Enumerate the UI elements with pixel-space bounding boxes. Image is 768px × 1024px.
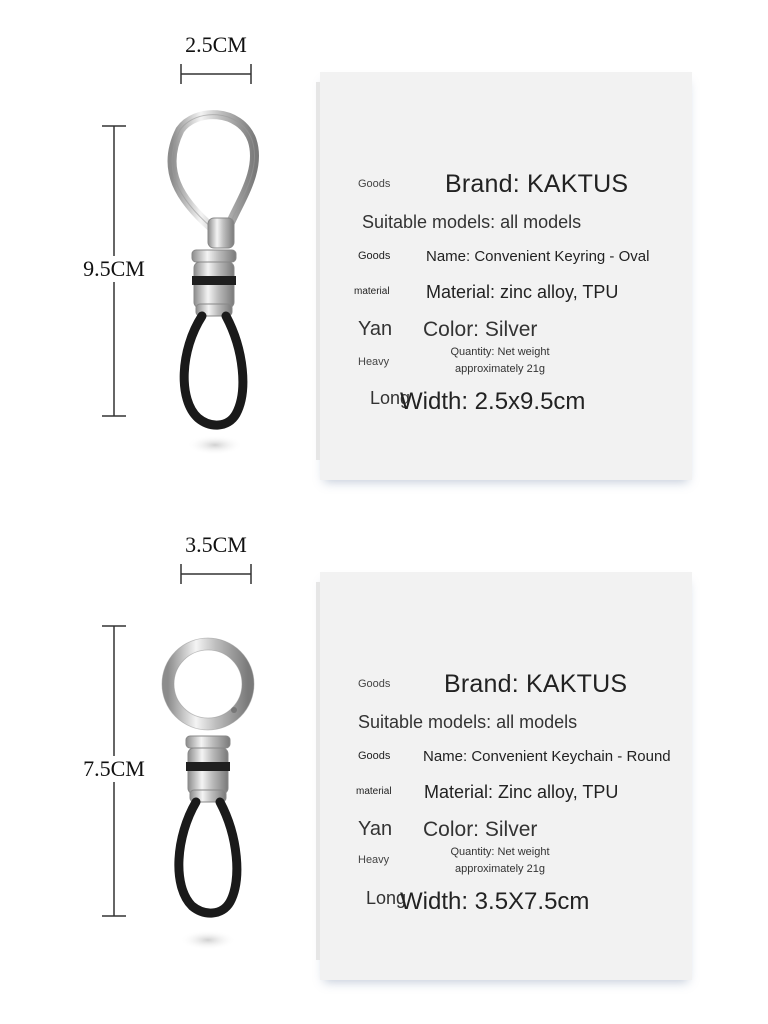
material-tag: material <box>356 786 392 797</box>
long-tag: Long <box>370 388 411 408</box>
material-text: Material: Zinc alloy, TPU <box>424 782 619 802</box>
heavy-tag: Heavy <box>358 356 390 368</box>
material-text: Material: zinc alloy, TPU <box>426 282 619 302</box>
spec-card <box>320 72 692 480</box>
width-dimension-line <box>180 64 252 84</box>
product-section-round <box>0 500 768 1000</box>
height-dimension-label: 7.5CM <box>72 756 156 782</box>
product-section-oval <box>0 0 768 500</box>
width-text: Width: 3.5X7.5cm <box>400 888 590 915</box>
color-text: Color: Silver <box>423 318 538 341</box>
width-dimension-label: 2.5CM <box>185 32 247 57</box>
material-tag: material <box>354 286 390 297</box>
suitable-models-text: Suitable models: all models <box>358 712 578 732</box>
suitable-models-text: Suitable models: all models <box>362 212 582 232</box>
long-tag: Long <box>366 888 407 908</box>
height-dimension-label: 9.5CM <box>72 256 156 282</box>
quantity-text: Quantity: Net weight approximately 21g <box>450 346 550 375</box>
quantity-text: Quantity: Net weight approximately 21g <box>450 846 550 875</box>
goods-tag: Goods <box>358 750 391 762</box>
product-name-text: Name: Convenient Keyring - Oval <box>426 248 650 265</box>
yan-tag: Yan <box>358 318 393 340</box>
width-text: Width: 2.5x9.5cm <box>400 388 586 415</box>
yan-tag: Yan <box>358 818 393 840</box>
oval-keyring-image <box>150 100 280 460</box>
round-keyring-image <box>150 600 280 960</box>
goods-tag: Goods <box>358 678 391 690</box>
brand-text: Brand: KAKTUS <box>444 670 628 698</box>
heavy-tag: Heavy <box>358 854 390 866</box>
product-name-text: Name: Convenient Keychain - Round <box>423 748 671 765</box>
goods-tag: Goods <box>358 250 391 262</box>
brand-text: Brand: KAKTUS <box>445 170 629 198</box>
width-dimension-label: 3.5CM <box>185 532 247 557</box>
spec-card <box>320 572 692 980</box>
goods-tag: Goods <box>358 178 391 190</box>
color-text: Color: Silver <box>423 818 538 841</box>
width-dimension-line <box>180 564 252 584</box>
